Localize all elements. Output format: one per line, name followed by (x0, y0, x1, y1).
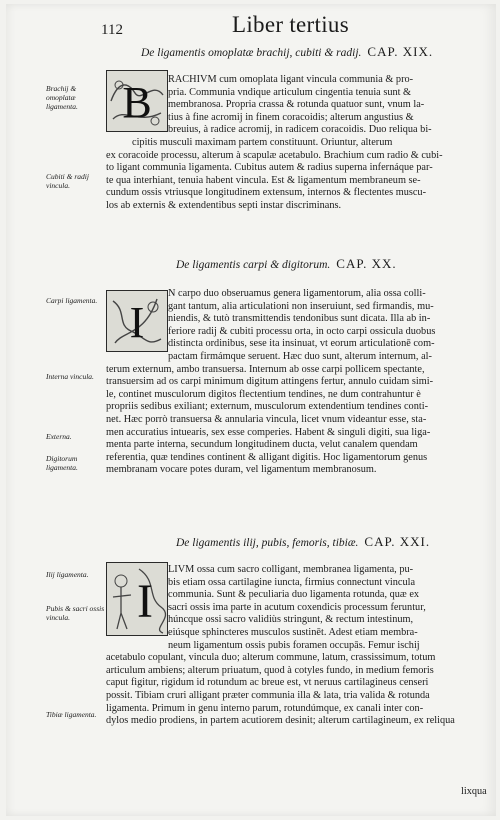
text-line: cipitis musculi maximam partem constituunt. Oriuntur, alterum (132, 136, 393, 148)
text-line: membranam vocare potes duram, vel ligamentum membranosum. (106, 464, 377, 476)
text-line: sacri ossis ima parte in acutum coxendicis processum feruntur, (168, 601, 426, 613)
text-line: N carpo duo obseruamus genera ligamentorum, alia ossa colli- (168, 288, 426, 299)
text-line: terum externum, ambo transuersa. Internum ab osse carpi pollicem spectante, (106, 363, 425, 375)
margin-note: Digitorum ligamenta. (46, 454, 78, 472)
chapter-heading-19 (141, 44, 433, 60)
catchword: lixqua (461, 786, 487, 797)
margin-note: Interna vincula. (46, 372, 94, 381)
chapter-number: CAP. XXI. (364, 534, 431, 549)
chapter-text (106, 288, 496, 477)
svg-text:B: B (122, 78, 152, 127)
chapter-number: CAP. XX. (336, 256, 397, 271)
margin-note: Tibiæ ligamenta. (46, 710, 97, 719)
text-line: caput figitur, rigidum id rotundum ac breue est, vt neruus cartilagineus censeri (106, 677, 429, 689)
text-line: los ab externis & extendentibus septi instar discriminans. (106, 199, 342, 211)
text-line: neum ligamentum ossis pubis foramen occupās. Femur ischij (168, 639, 420, 651)
text-line: bis etiam ossa cartilagine iuncta, firmius connectunt vincula (168, 576, 416, 588)
text-line: cundum ossis vtriusque longitudinem extensum, internos & flectentes muscu- (106, 187, 427, 199)
chapter-title: De ligamentis carpi & digitorum. (176, 259, 331, 271)
text-line: referentia, quæ tendines continent & alligant digitis. Hoc ligamentorum genus (106, 451, 428, 463)
text-line: niendis, & tutò transmittendis tendonibus sunt dicata. Illa ab in- (168, 313, 431, 325)
chapter-heading-20 (176, 256, 397, 272)
svg-text:I: I (137, 575, 153, 628)
running-head: Liber tertius (232, 12, 349, 37)
text-line: men accuratius intuearis, sex esse comperies. Habent & singuli digiti, sua liga- (106, 426, 431, 438)
margin-note: Pubis & sacri ossis vincula. (46, 604, 105, 622)
chapter-title: De ligamentis ilij, pubis, femoris, tibiæ. (176, 537, 359, 549)
book-page (6, 4, 496, 816)
text-line: membranosa. Propria crassa & rotunda quatuor sunt, vnum la- (168, 99, 425, 111)
margin-note: Externa. (46, 432, 72, 441)
chapter-text (106, 74, 496, 213)
text-line: feriore radij & cubiti processu orta, in octo carpi ossicula duobus (168, 325, 436, 337)
chapter-number: CAP. XIX. (367, 44, 434, 59)
margin-note: Ilij ligamenta. (46, 570, 89, 579)
text-line: gant tantum, alia articulationi non inseruiunt, sed firmandis, mu- (168, 300, 434, 312)
text-line: pactam firmámque seruent. Hæc duo sunt, alterum internum, al- (168, 350, 432, 362)
page-number: 112 (101, 22, 123, 38)
svg-text:I: I (129, 298, 145, 347)
text-line: eiúsque sphincteres musculos sustinēt. Adest etiam membra- (168, 626, 418, 638)
text-line: net. Hæc porrò transuersa & annularia vincula, licet vnum videantur esse, sta- (106, 413, 427, 425)
text-line: propriis sedibus exiliant; externum, musculorum extendentium tendines conti- (106, 401, 428, 413)
text-line: breuius, à radice acromij, in radicem coracoidis. Duo reliqua bi- (168, 124, 432, 136)
chapter-heading-21 (176, 534, 430, 550)
text-line: RACHIVM cum omoplata ligant vincula communia & pro- (168, 74, 414, 85)
chapter-text (106, 564, 496, 728)
text-line: transuersim ad os carpi minimum digitum attingens fertur, annulo cuidam simi- (106, 376, 434, 388)
text-line: articulum ambiens; alterum priuatum, quod à cotyles fundo, in medium femoris (106, 664, 434, 676)
text-line: pria. Communia vndique articulum cingentia tenuia sunt & (168, 86, 412, 98)
text-line: te qua interhiant, tenuia habent vincula. Est & ligamentum membraneum se- (106, 174, 421, 186)
text-line: dylos medio prodiens, in partem acutiorem desinit; alterum cartilagineum, ex reliqua (106, 715, 455, 727)
text-line: communia. Sunt & peculiaria duo ligamenta rotunda, quæ ex (168, 589, 420, 601)
margin-note: Brachij & omoplatæ ligamenta. (46, 84, 78, 111)
text-line: tius à fine acromij in finem coracoidis; alterum angustius & (168, 111, 414, 123)
text-line: ligamenta. Primum in genu interno parum, rotundúmque, ex canali inter con- (106, 702, 424, 714)
text-line: acetabulo copulant, vincula duo; alterum commune, latum, crassissimum, totum (106, 652, 436, 664)
chapter-title: De ligamentis omoplatæ brachij, cubiti & radij. (141, 47, 362, 59)
text-line: LIVM ossa cum sacro colligant, membranea ligamenta, pu- (168, 564, 414, 575)
margin-note: Carpi ligamenta. (46, 296, 98, 305)
margin-note: Cubiti & radij vincula. (46, 172, 89, 190)
text-line: distincta ordinibus, sese ita insinuat, vt eorum articulationē com- (168, 338, 435, 350)
text-line: le, continet musculorum digitos flectentium tendines, ne dum contrahuntur è (106, 388, 421, 400)
text-line: to ligant communia ligamenta. Cubitus autem & radius superna infernáque par- (106, 162, 433, 174)
text-line: húncque ossi sacro validiùs stringunt, & rectum intestinum, (168, 614, 414, 626)
text-line: ex coracoide processu, alterum à scapulæ acetabulo. Brachium cum radio & cubi- (106, 149, 443, 161)
text-line: menta parte interna, secundum longitudinem ducta, velut canalem quendam (106, 439, 418, 451)
text-line: possit. Tibiam cruri alligant præter communia illa & lata, tria valida & rotunda (106, 689, 430, 701)
